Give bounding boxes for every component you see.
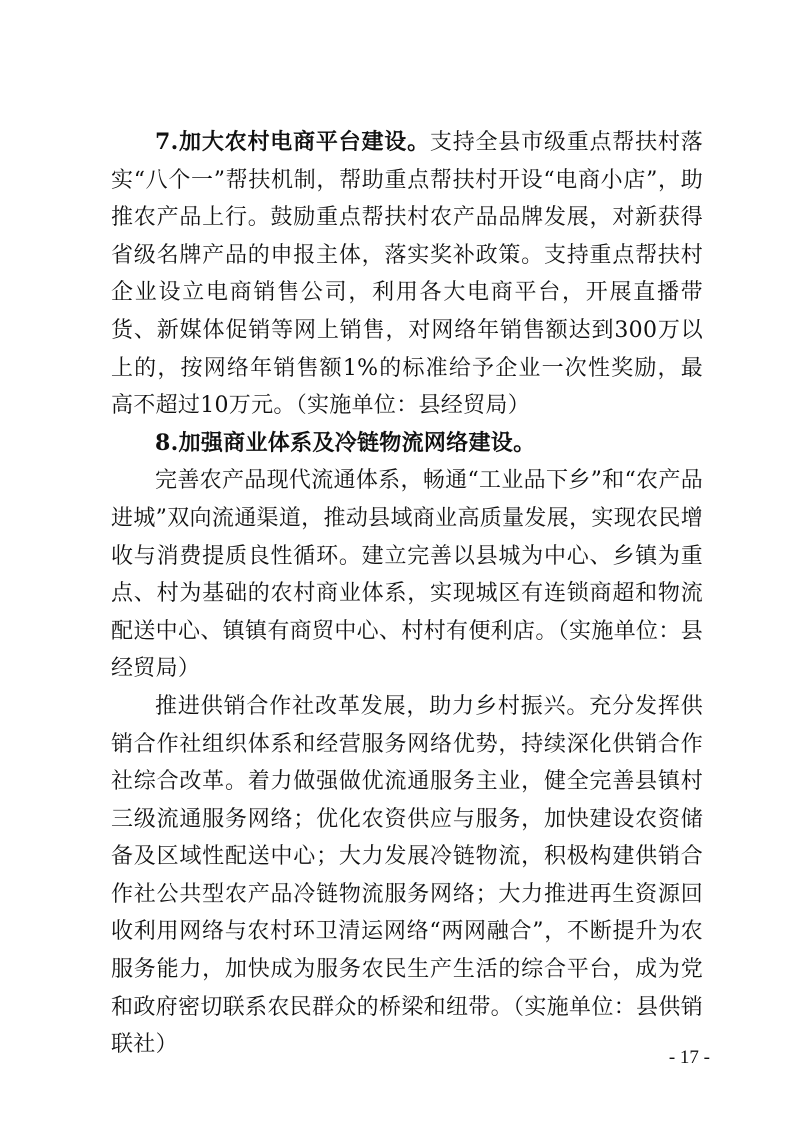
document-body [111, 124, 703, 1064]
section-8-paragraph-1: 完善农产品现代流通体系，畅通“工业品下乡”和“农产品进城”双向流通渠道，推动县域商业高质量发展，实现农民增收与消费提质良性循环。建立完善以县城为中心、乡镇为重点、村为基础的农村商业体系，实现城区有连锁商超和物流配送中心、镇镇有商贸中心、村村有便利店。（实施单位：县经贸局） [111, 468, 703, 682]
section-7-text: 支持全县市级重点帮扶村落实“八个一”帮扶机制，帮助重点帮扶村开设“电商小店”，助推农产品上行。鼓励重点帮扶村农产品品牌发展，对新获得省级名牌产品的申报主体，落实奖补政策。支持重点帮扶村企业设立电商销售公司，利用各大电商平台，开展直播带货、新媒体促销等网上销售，对网络年销售额达到300万以上的，按网络年销售额1%的标准给予企业一次性奖励，最高不超过10万元。（实施单位：县经贸局） [111, 130, 703, 419]
section-8-heading: 8.加强商业体系及冷链物流网络建设。 [155, 429, 536, 456]
page-number: - 17 - [668, 1047, 710, 1068]
section-8-paragraph-2: 推进供销合作社改革发展，助力乡村振兴。充分发挥供销合作社组织体系和经营服务网络优势，持续深化供销合作社综合改革。着力做强做优流通服务主业，健全完善县镇村三级流通服务网络；优化农资供应与服务，加快建设农资储备及区域性配送中心；大力发展冷链物流，积极构建供销合作社公共型农产品冷链物流服务网络；大力推进再生资源回收利用网络与农村环卫清运网络“两网融合”，不断提升为农服务能力，加快成为服务农民生产生活的综合平台，成为党和政府密切联系农民群众的桥梁和纽带。（实施单位：县供销联社） [111, 693, 703, 1058]
section-7-heading: 7.加大农村电商平台建设。 [155, 129, 430, 155]
section-7-paragraph [111, 124, 703, 425]
